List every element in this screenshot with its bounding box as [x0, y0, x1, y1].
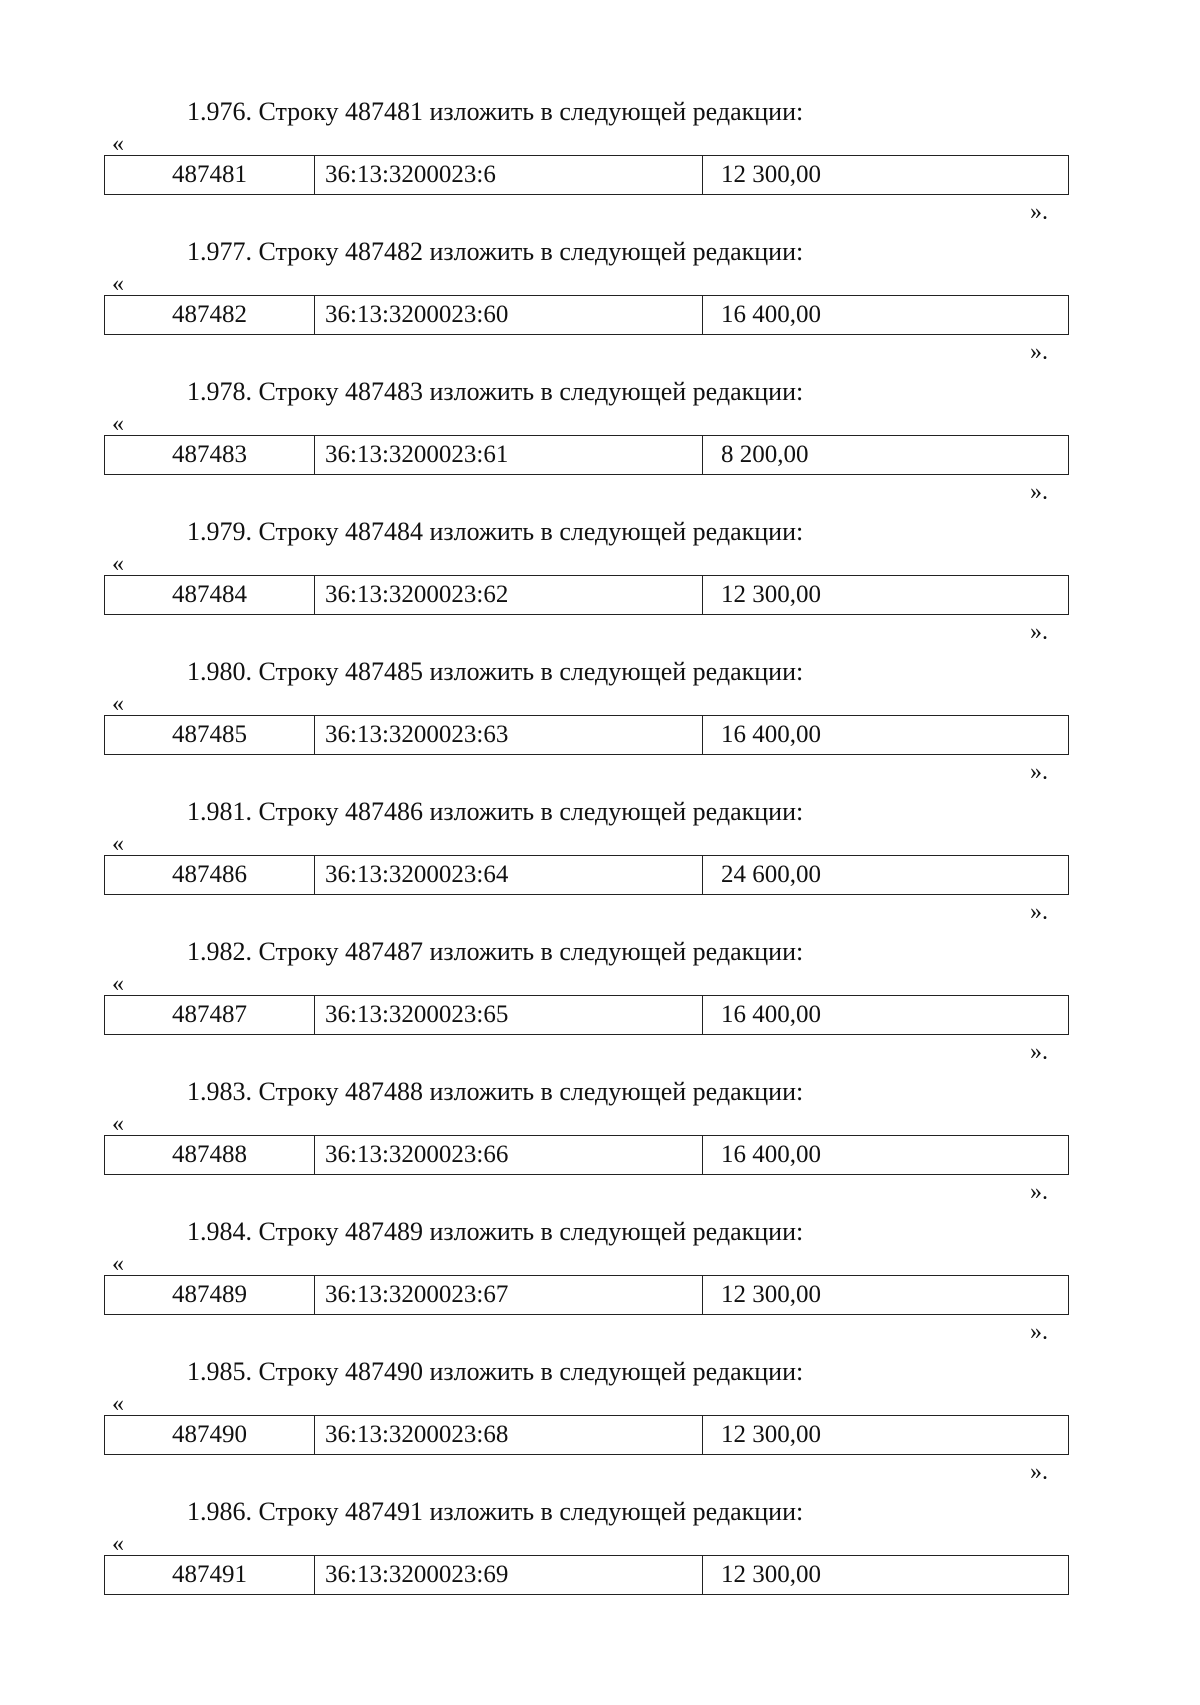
amendment-item	[0, 375, 1200, 515]
amendment-heading: 1.978. Строку 487483 изложить в следующей редакции:	[187, 377, 804, 406]
amendment-item	[0, 235, 1200, 375]
table-row	[104, 1415, 1069, 1455]
amendment-item	[0, 1075, 1200, 1215]
closing-quote: ».	[1030, 339, 1048, 365]
row-number-cell: 487485	[105, 716, 315, 754]
row-number-cell: 487487	[105, 996, 315, 1034]
opening-quote: «	[112, 551, 124, 577]
amendment-heading: 1.979. Строку 487484 изложить в следующей редакции:	[187, 517, 804, 546]
cadastral-number-cell: 36:13:3200023:6	[315, 156, 703, 194]
row-number-cell: 487490	[105, 1416, 315, 1454]
closing-quote: ».	[1030, 1039, 1048, 1065]
closing-quote: ».	[1030, 479, 1048, 505]
value-cell: 12 300,00	[721, 1421, 821, 1448]
row-number-cell: 487488	[105, 1136, 315, 1174]
cadastral-number-cell: 36:13:3200023:61	[315, 436, 703, 474]
opening-quote: «	[112, 411, 124, 437]
row-number-cell: 487481	[105, 156, 315, 194]
opening-quote: «	[112, 131, 124, 157]
amendment-heading: 1.983. Строку 487488 изложить в следующей редакции:	[187, 1077, 804, 1106]
row-number-cell: 487483	[105, 436, 315, 474]
cadastral-number-cell: 36:13:3200023:63	[315, 716, 703, 754]
row-number-cell: 487486	[105, 856, 315, 894]
opening-quote: «	[112, 271, 124, 297]
closing-quote: ».	[1030, 1319, 1048, 1345]
value-cell: 12 300,00	[721, 161, 821, 188]
cadastral-number-cell: 36:13:3200023:62	[315, 576, 703, 614]
table-row	[104, 855, 1069, 895]
amendment-heading: 1.986. Строку 487491 изложить в следующей редакции:	[187, 1497, 804, 1526]
closing-quote: ».	[1030, 1179, 1048, 1205]
amendment-heading: 1.977. Строку 487482 изложить в следующей редакции:	[187, 237, 804, 266]
opening-quote: «	[112, 1111, 124, 1137]
amendment-item	[0, 795, 1200, 935]
opening-quote: «	[112, 831, 124, 857]
cadastral-number-cell: 36:13:3200023:60	[315, 296, 703, 334]
value-cell: 16 400,00	[721, 721, 821, 748]
opening-quote: «	[112, 971, 124, 997]
opening-quote: «	[112, 1531, 124, 1557]
amendment-heading: 1.980. Строку 487485 изложить в следующей редакции:	[187, 657, 804, 686]
closing-quote: ».	[1030, 899, 1048, 925]
amendment-heading: 1.981. Строку 487486 изложить в следующей редакции:	[187, 797, 804, 826]
opening-quote: «	[112, 1391, 124, 1417]
value-cell: 12 300,00	[721, 1561, 821, 1588]
row-number-cell: 487491	[105, 1556, 315, 1594]
row-number-cell: 487489	[105, 1276, 315, 1314]
row-number-cell: 487482	[105, 296, 315, 334]
value-cell: 16 400,00	[721, 1141, 821, 1168]
cadastral-number-cell: 36:13:3200023:65	[315, 996, 703, 1034]
table-row	[104, 1275, 1069, 1315]
table-row	[104, 715, 1069, 755]
amendment-heading: 1.985. Строку 487490 изложить в следующей редакции:	[187, 1357, 804, 1386]
value-cell: 24 600,00	[721, 861, 821, 888]
amendment-heading: 1.976. Строку 487481 изложить в следующей редакции:	[187, 97, 804, 126]
amendment-item	[0, 935, 1200, 1075]
amendment-item	[0, 1495, 1200, 1635]
amendment-heading: 1.984. Строку 487489 изложить в следующей редакции:	[187, 1217, 804, 1246]
amendment-item	[0, 1355, 1200, 1495]
closing-quote: ».	[1030, 759, 1048, 785]
amendment-heading: 1.982. Строку 487487 изложить в следующей редакции:	[187, 937, 804, 966]
amendment-item	[0, 515, 1200, 655]
cadastral-number-cell: 36:13:3200023:64	[315, 856, 703, 894]
value-cell: 8 200,00	[721, 441, 809, 468]
amendment-item	[0, 655, 1200, 795]
opening-quote: «	[112, 691, 124, 717]
amendment-item	[0, 1215, 1200, 1355]
opening-quote: «	[112, 1251, 124, 1277]
table-row	[104, 295, 1069, 335]
value-cell: 16 400,00	[721, 301, 821, 328]
table-row	[104, 1555, 1069, 1595]
row-number-cell: 487484	[105, 576, 315, 614]
closing-quote: ».	[1030, 199, 1048, 225]
table-row	[104, 995, 1069, 1035]
table-row	[104, 1135, 1069, 1175]
closing-quote: ».	[1030, 1459, 1048, 1485]
value-cell: 12 300,00	[721, 1281, 821, 1308]
cadastral-number-cell: 36:13:3200023:69	[315, 1556, 703, 1594]
value-cell: 12 300,00	[721, 581, 821, 608]
table-row	[104, 155, 1069, 195]
table-row	[104, 575, 1069, 615]
closing-quote: ».	[1030, 619, 1048, 645]
amendment-item	[0, 95, 1200, 235]
cadastral-number-cell: 36:13:3200023:68	[315, 1416, 703, 1454]
value-cell: 16 400,00	[721, 1001, 821, 1028]
table-row	[104, 435, 1069, 475]
cadastral-number-cell: 36:13:3200023:67	[315, 1276, 703, 1314]
cadastral-number-cell: 36:13:3200023:66	[315, 1136, 703, 1174]
